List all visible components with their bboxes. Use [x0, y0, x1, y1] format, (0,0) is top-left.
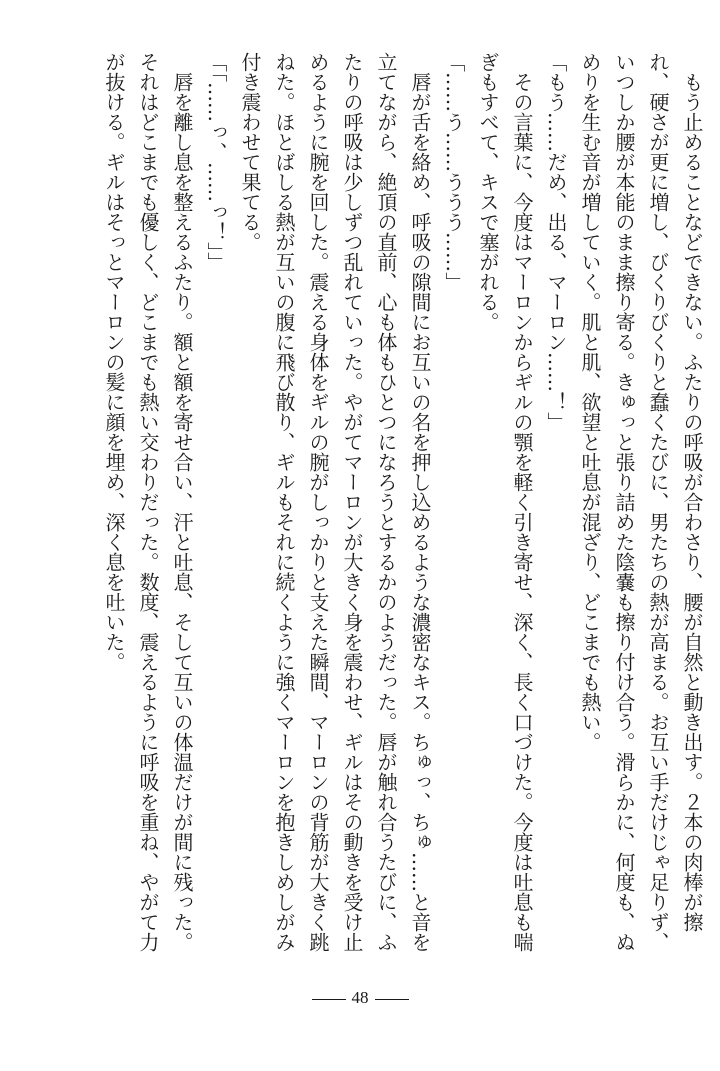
text-line: ぎもすべて、キスで塞がれる。	[476, 52, 500, 332]
text-line: それはどこまでも優しく、どこまでも熱い交わりだった。数度、震えるように呼吸を重ね、やがて力	[136, 52, 160, 952]
text-line: めりを生む音が増していく。肌と肌、欲望と吐息が混ざり、どこまでも熱い。	[578, 52, 602, 752]
body-text	[97, 52, 709, 962]
page-number-value: 48	[351, 988, 369, 1007]
page-number-dash-right	[375, 999, 409, 1000]
text-line: 唇が舌を絡め、呼吸の隙間にお互いの名を押し込めるような濃密なキス。ちゅっ、ちゅ……と音を	[408, 72, 432, 952]
text-line: 付き震わせて果てる。	[238, 52, 262, 252]
text-line: めるように腕を回した。震える身体をギルの腕がしっかりと支えた瞬間、マーロンの背筋が大きく跳	[306, 52, 330, 952]
text-line: 唇を離し息を整えるふたり。額と額を寄せ合い、汗と吐息、そして互いの体温だけが間に残った。	[170, 72, 194, 952]
text-line: 「もう……だめ、出る、マーロン……！」	[544, 52, 568, 432]
text-line: その言葉に、今度はマーロンからギルの顎を軽く引き寄せ、深く、長く口づけた。今度は吐息も喘	[510, 72, 534, 952]
text-line: が抜ける。ギルはそっとマーロンの髪に顔を埋め、深く息を吐いた。	[102, 52, 126, 672]
text-line: 「……う……ううう……」	[442, 52, 466, 292]
text-line: 「「……っ、……っ！」」	[204, 52, 228, 272]
text-line: 立てながら、絶頂の直前、心も体もひとつになろうとするかのようだった。唇が触れ合うたびに、ふ	[374, 52, 398, 952]
page-number	[0, 988, 720, 1008]
text-line: もう止めることなどできない。ふたりの呼吸が合わさり、腰が自然と動き出す。２本の肉棒が擦	[680, 72, 704, 932]
text-line: ねた。ほとばしる熱が互いの腹に飛び散り、ギルもそれに続くように強くマーロンを抱きしめしがみ	[272, 52, 296, 952]
text-line: れ、硬さが更に増し、びくりびくりと蠢くたびに、男たちの熱が高まる。お互い手だけじゃ足りず、	[646, 52, 670, 952]
text-line: たりの呼吸は少しずつ乱れていった。やがてマーロンが大きく身を震わせ、ギルはその動きを受け止	[340, 52, 364, 952]
text-line: いつしか腰が本能のまま擦り寄る。きゅっと張り詰めた陰嚢も擦り付け合う。滑らかに、何度も、ぬ	[612, 52, 636, 952]
page-number-dash-left	[312, 999, 346, 1000]
